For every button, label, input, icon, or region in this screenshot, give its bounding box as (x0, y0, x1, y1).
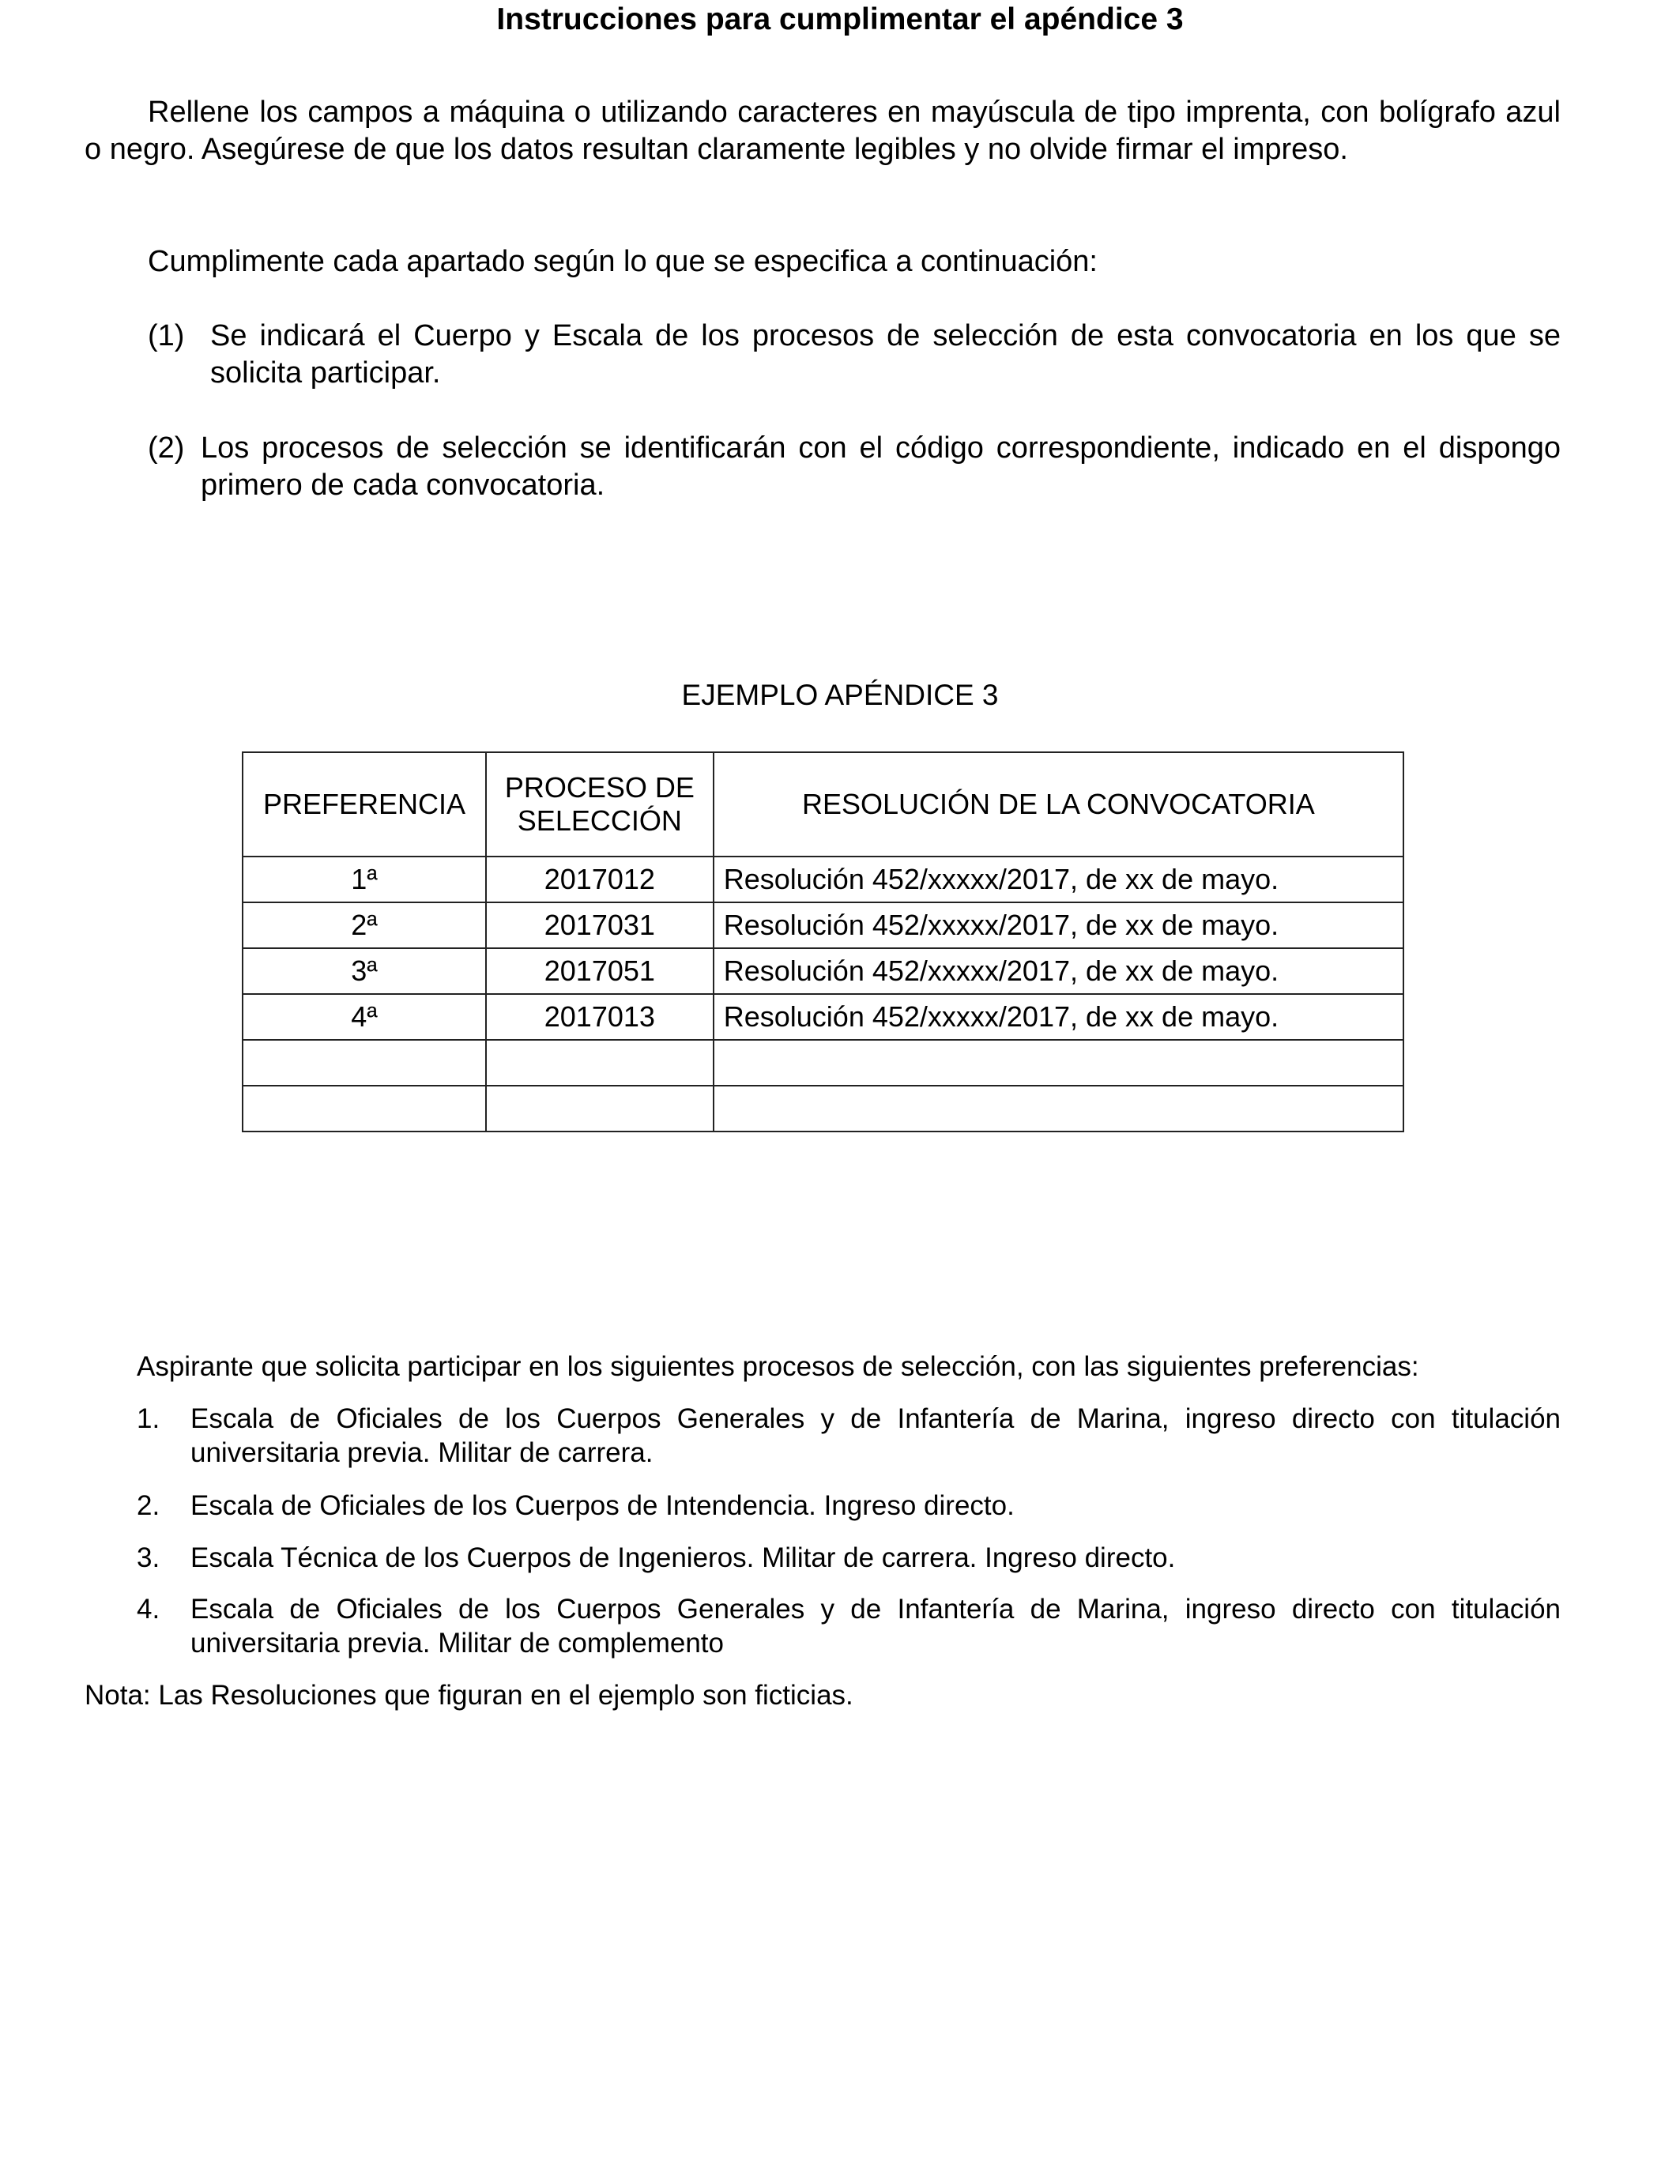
cell-proceso: 2017013 (486, 994, 714, 1040)
cell-proceso: 2017012 (486, 857, 714, 902)
preference-item-2 (137, 1489, 1561, 1523)
preference-marker: 4. (137, 1594, 160, 1625)
header-proceso (486, 752, 714, 857)
header-resolucion: RESOLUCIÓN DE LA CONVOCATORIA (714, 752, 1403, 857)
cell-preferencia (243, 1040, 486, 1086)
cell-preferencia: 4ª (243, 994, 486, 1040)
preference-item-1 (137, 1402, 1561, 1470)
cell-resolucion: Resolución 452/xxxxx/2017, de xx de mayo. (714, 994, 1403, 1040)
table-header-row (243, 752, 1403, 857)
example-table (242, 751, 1404, 1132)
table-row (243, 857, 1403, 902)
cell-resolucion (714, 1086, 1403, 1132)
intro-paragraph: Rellene los campos a máquina o utilizando caracteres en mayúscula de tipo imprenta, con bolígrafo azul o negro. Asegúrese de que los datos resultan claramente legibles y no olvide firmar el impreso. (85, 96, 1561, 166)
instructions-lead: Cumplimente cada apartado según lo que se especifica a continuación: (148, 245, 1098, 278)
header-proceso-label: PROCESO DE SELECCIÓN (504, 771, 695, 837)
table-row (243, 902, 1403, 948)
cell-proceso: 2017051 (486, 948, 714, 994)
table-row (243, 1086, 1403, 1132)
instruction-text: Los procesos de selección se identificarán con el código correspondiente, indicado en el dispongo primero de cada convocatoria. (201, 431, 1561, 502)
cell-preferencia: 3ª (243, 948, 486, 994)
cell-preferencia: 1ª (243, 857, 486, 902)
cell-resolucion: Resolución 452/xxxxx/2017, de xx de mayo. (714, 857, 1403, 902)
cell-preferencia (243, 1086, 486, 1132)
preference-marker: 3. (137, 1542, 160, 1573)
preference-item-4 (137, 1592, 1561, 1660)
preference-marker: 1. (137, 1403, 160, 1434)
cell-proceso: 2017031 (486, 902, 714, 948)
table-row (243, 994, 1403, 1040)
cell-resolucion: Resolución 452/xxxxx/2017, de xx de mayo. (714, 948, 1403, 994)
cell-resolucion: Resolución 452/xxxxx/2017, de xx de mayo. (714, 902, 1403, 948)
instruction-item-1 (148, 318, 1561, 392)
cell-proceso (486, 1086, 714, 1132)
preference-text: Escala de Oficiales de los Cuerpos Generales y de Infantería de Marina, ingreso directo con titulación universitaria previa. Militar de complemento (190, 1594, 1561, 1659)
example-title: EJEMPLO APÉNDICE 3 (681, 679, 999, 711)
instruction-item-2 (148, 430, 1561, 504)
page-title: Instrucciones para cumplimentar el apéndice 3 (496, 2, 1184, 36)
footnote: Nota: Las Resoluciones que figuran en el ejemplo son ficticias. (85, 1680, 853, 1711)
preference-text: Escala de Oficiales de los Cuerpos Generales y de Infantería de Marina, ingreso directo con titulación universitaria previa. Militar de carrera. (190, 1403, 1561, 1468)
cell-resolucion (714, 1040, 1403, 1086)
preference-marker: 2. (137, 1490, 160, 1521)
preference-text: Escala Técnica de los Cuerpos de Ingenieros. Militar de carrera. Ingreso directo. (190, 1542, 1176, 1573)
instruction-text: Se indicará el Cuerpo y Escala de los procesos de selección de esta convocatoria en los que se solicita participar. (210, 319, 1561, 390)
applicant-lead: Aspirante que solicita participar en los siguientes procesos de selección, con las siguientes preferencias: (137, 1351, 1419, 1382)
instruction-marker: (2) (148, 431, 185, 465)
table-row (243, 1040, 1403, 1086)
header-preferencia: PREFERENCIA (243, 752, 486, 857)
cell-proceso (486, 1040, 714, 1086)
preference-item-3 (137, 1541, 1561, 1575)
table-row (243, 948, 1403, 994)
preference-text: Escala de Oficiales de los Cuerpos de Intendencia. Ingreso directo. (190, 1490, 1015, 1521)
cell-preferencia: 2ª (243, 902, 486, 948)
instruction-marker: (1) (148, 319, 185, 352)
